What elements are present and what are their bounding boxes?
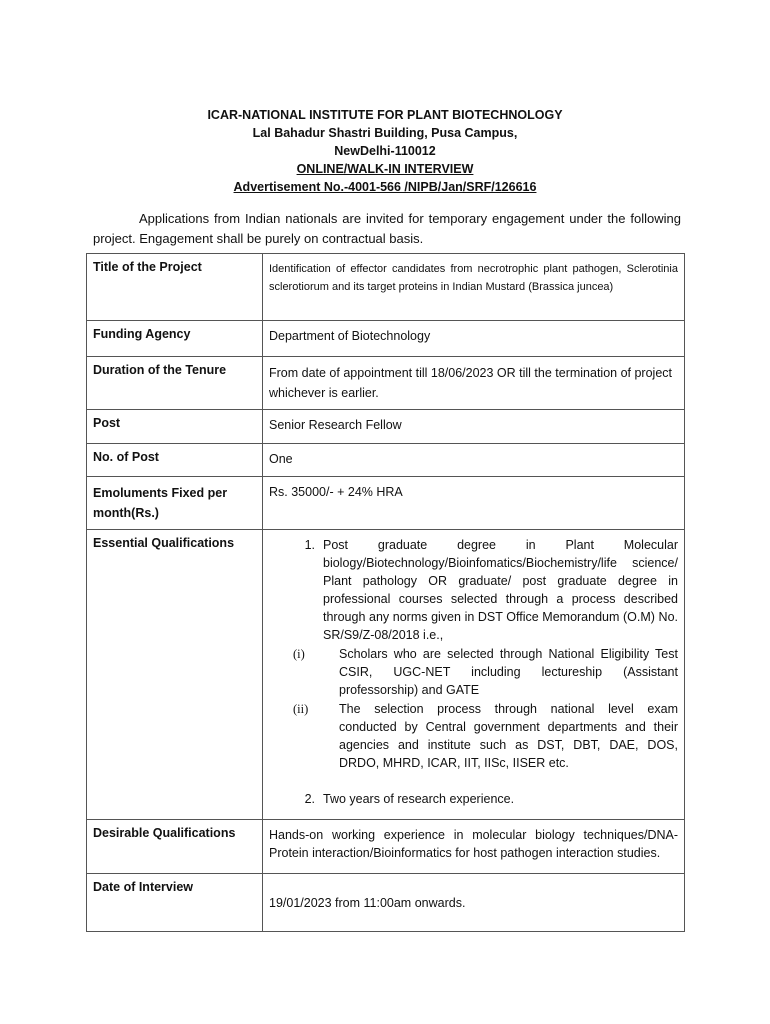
emoluments-value: Rs. 35000/- + 24% HRA [263,477,685,530]
funding-value: Department of Biotechnology [263,321,685,357]
essential-item-1 [269,536,678,644]
subitem-text: Scholars who are selected through National Eligibility Test CSIR, UGC-NET including lectureship (Assistant professorship) and GATE [339,647,678,697]
emoluments-label: Emoluments Fixed per month(Rs.) [87,477,263,530]
post-value: Senior Research Fellow [263,410,685,444]
address-line-1: Lal Bahadur Shastri Building, Pusa Campus, [252,126,518,140]
item-text: Post graduate degree in Plant Molecular biology/Biotechnology/Bioinfomatics/Biochemistry/life science/ Plant pathology OR graduate/ post graduate degree in professional courses selected through a process described through any norms given in DST Office Memorandum (O.M) No. SR/S9/Z-08/2018 i.e., [323,538,678,642]
date-value [263,874,685,932]
row-duration [87,357,685,410]
essential-subitem-ii [269,700,678,772]
desirable-label: Desirable Qualifications [87,820,263,874]
row-desirable [87,820,685,874]
row-post [87,410,685,444]
row-num-post [87,444,685,477]
project-details-table [86,253,685,932]
item-number: 2. [304,792,315,806]
row-essential [87,530,685,820]
duration-label: Duration of the Tenure [87,357,263,410]
num-post-value: One [263,444,685,477]
date-text: 19/01/2023 from 11:00am onwards. [269,896,466,910]
item-number: 1. [304,538,315,552]
duration-value: From date of appointment till 18/06/2023 OR till the termination of project whichever is earlier. [263,357,685,410]
title-label: Title of the Project [87,254,263,321]
intro-paragraph: Applications from Indian nationals are invited for temporary engagement under the following project. Engagement shall be purely on contractual basis. [93,211,681,246]
item-text: Two years of research experience. [323,792,515,806]
address-line-2: NewDelhi-110012 [334,144,436,158]
essential-subitem-i [269,645,678,699]
essential-label: Essential Qualifications [87,530,263,820]
institute-name: ICAR-NATIONAL INSTITUTE FOR PLANT BIOTECHNOLOGY [207,108,563,122]
desirable-value: Hands-on working experience in molecular biology techniques/DNA-Protein interaction/Bioinformatics for host pathogen interaction studies. [263,820,685,874]
interview-type: ONLINE/WALK-IN INTERVIEW [296,162,474,176]
funding-label: Funding Agency [87,321,263,357]
document-header [0,106,770,196]
essential-item-2 [269,790,678,808]
row-date [87,874,685,932]
date-label: Date of Interview [87,874,263,932]
title-value: Identification of effector candidates from necrotrophic plant pathogen, Sclerotinia sclerotiorum and its target proteins in Indian Mustard (Brassica juncea) [263,254,685,321]
advertisement-number: Advertisement No.-4001-566 /NIPB/Jan/SRF/126616 [233,180,537,194]
post-label: Post [87,410,263,444]
row-funding [87,321,685,357]
subitem-number: (ii) [293,702,309,716]
row-emoluments [87,477,685,530]
num-post-label: No. of Post [87,444,263,477]
subitem-number: (i) [293,647,305,661]
subitem-text: The selection process through national level exam conducted by Central government departments and their agencies and institute such as DST, DBT, DAE, DOS, DRDO, MHRD, ICAR, IIT, IISc, IISER etc. [339,702,678,770]
essential-value [263,530,685,820]
row-title [87,254,685,321]
